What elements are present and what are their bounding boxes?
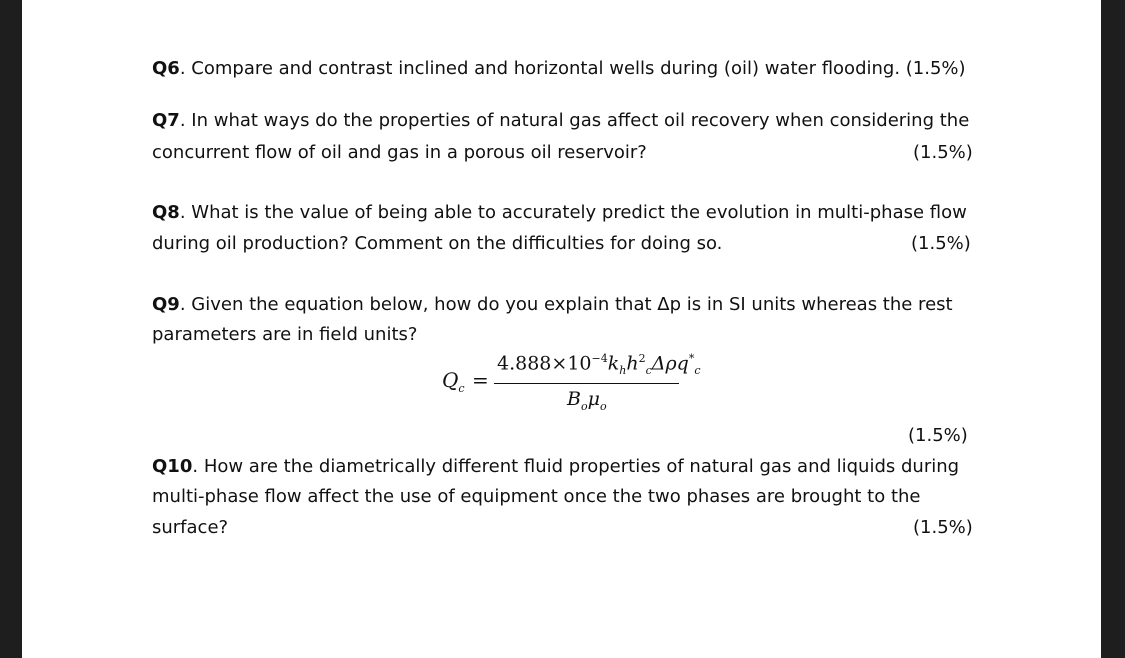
- q6-text: Compare and contrast inclined and horizontal wells during (oil) water flooding. (1.5%): [191, 58, 966, 79]
- q10-text-3: surface?: [152, 517, 229, 538]
- q8-text-2: during oil production? Comment on the difficulties for doing so.: [152, 233, 723, 254]
- equation-lhs: $Q_c$: [442, 368, 465, 395]
- q10-line-3: [152, 517, 228, 539]
- flow-rate-equation: [442, 350, 701, 420]
- q9-line-1: Q9. Given the equation below, how do you explain that Δp is in SI units whereas the rest: [152, 294, 953, 315]
- q10-line-1: Q10. How are the diametrically different fluid properties of natural gas and liquids during: [152, 456, 960, 477]
- q7-line-1: Q7. In what ways do the properties of natural gas affect oil recovery when considering the: [152, 110, 970, 131]
- equation-numerator: $4.888\times 10^{-4}k_hh^2_c\Delta\rho q^*_c$: [497, 352, 701, 378]
- q10-label: Q10: [152, 456, 193, 477]
- document-page: [22, 0, 1101, 658]
- equation-denominator: $B_o\mu_o$: [567, 388, 607, 413]
- q7-mark: (1.5%): [913, 142, 973, 163]
- equation-equals: =: [472, 368, 489, 392]
- q8-line-2: [152, 233, 722, 255]
- q10-line-2: [152, 486, 921, 508]
- q10-mark: (1.5%): [913, 517, 973, 538]
- q9-line-2: [152, 324, 417, 346]
- q9-label: Q9: [152, 294, 180, 315]
- q9-mark: (1.5%): [908, 425, 968, 446]
- q8-line-1: Q8. What is the value of being able to accurately predict the evolution in multi-phase flow: [152, 202, 967, 223]
- q6-line-1: Q6. Compare and contrast inclined and horizontal wells during (oil) water flooding. (1.5%): [152, 58, 966, 79]
- q9-text-1: Given the equation below, how do you explain that Δp is in SI units whereas the rest: [191, 294, 953, 315]
- fraction-bar: [494, 383, 679, 384]
- q8-text-1: What is the value of being able to accurately predict the evolution in multi-phase flow: [191, 202, 967, 223]
- q7-text-2: concurrent flow of oil and gas in a porous oil reservoir?: [152, 142, 647, 163]
- q7-label: Q7: [152, 110, 180, 131]
- q10-text-1: How are the diametrically different fluid properties of natural gas and liquids during: [203, 456, 960, 477]
- q7-text-1: In what ways do the properties of natural gas affect oil recovery when considering the: [191, 110, 970, 131]
- q8-label: Q8: [152, 202, 180, 223]
- q9-text-2: parameters are in field units?: [152, 324, 418, 345]
- q8-mark: (1.5%): [911, 233, 971, 254]
- q6-label: Q6: [152, 58, 180, 79]
- q7-line-2: [152, 142, 647, 164]
- q10-text-2: multi-phase flow affect the use of equipment once the two phases are brought to the: [152, 486, 921, 507]
